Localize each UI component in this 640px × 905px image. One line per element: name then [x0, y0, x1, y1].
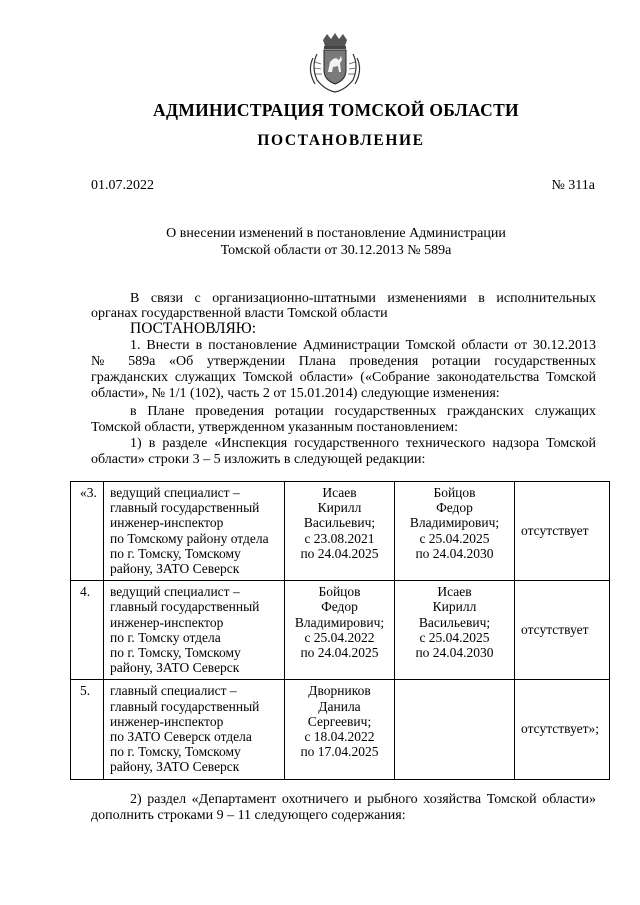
current-holder-cell: [285, 680, 395, 779]
tomsk-coat-of-arms-icon: [303, 32, 367, 94]
document-type: ПОСТАНОВЛЕНИЕ: [257, 132, 425, 149]
paragraph-line: № 589а «Об утверждении Плана проведения ротации государственных: [91, 354, 596, 369]
row-number: 4.: [71, 581, 104, 680]
paragraph-line: 2) раздел «Департамент охотничего и рыбного хозяйства Томской области»: [130, 792, 596, 807]
rotation-table: [70, 481, 610, 780]
next-holder-cell: [395, 581, 515, 680]
paragraph-line: органах государственной власти Томской области: [91, 306, 388, 321]
paragraph-line: 1. Внести в постановление Администрации Томской области от 30.12.2013: [130, 338, 596, 353]
resolve-heading: ПОСТАНОВЛЯЮ:: [130, 320, 257, 337]
document-number: № 311а: [551, 178, 595, 193]
subject-line: Томской области от 30.12.2013 № 589а: [220, 243, 452, 258]
paragraph-line: области», № 1/1 (102), часть 2 от 15.01.2014) следующие изменения:: [91, 386, 500, 401]
paragraph-line: гражданских служащих Томской области» («Собрание законодательства Томской: [91, 370, 596, 385]
document-date: 01.07.2022: [91, 178, 154, 193]
next-holder-text: Бойцов Федор Владимирович; с 25.04.2025 по 24.04.2030: [409, 485, 500, 561]
next-holder-cell: [395, 680, 515, 779]
position-text: главный специалист – главный государственный инженер-инспектор по ЗАТО Северск отдела по г. Томску, Томскому району, ЗАТО Северск: [110, 683, 260, 775]
paragraph-line: В связи с организационно-штатными изменениями в исполнительных: [130, 291, 596, 306]
note-cell: отсутствует: [515, 482, 610, 581]
note-cell: отсутствует: [515, 581, 610, 680]
current-holder-cell: [285, 581, 395, 680]
position-cell: [104, 581, 285, 680]
paragraph-line: 1) в разделе «Инспекция государственного технического надзора Томской: [130, 436, 596, 451]
current-holder-text: Дворников Данила Сергеевич; с 18.04.2022 по 17.04.2025: [300, 683, 379, 760]
paragraph-line: Томской области, утвержденном указанным постановлением:: [91, 420, 459, 435]
next-holder-cell: [395, 482, 515, 581]
current-holder-text: Исаев Кирилл Васильевич; с 23.08.2021 по 24.04.2025: [300, 485, 379, 561]
position-text: ведущий специалист – главный государственный инженер-инспектор по г. Томску отдела по г. Томску, Томскому району, ЗАТО Северск: [110, 584, 260, 676]
row-number: «3.: [71, 482, 104, 581]
current-holder-cell: [285, 482, 395, 581]
paragraph-line: в Плане проведения ротации государственных гражданских служащих: [130, 404, 596, 419]
paragraph-line: области» строки 3 – 5 изложить в следующей редакции:: [91, 452, 426, 467]
table-row: [71, 482, 610, 581]
subject-line: О внесении изменений в постановление Администрации: [166, 226, 506, 241]
table-row: [71, 680, 610, 779]
document-subject: [150, 225, 522, 259]
position-cell: [104, 482, 285, 581]
current-holder-text: Бойцов Федор Владимирович; с 25.04.2022 по 24.04.2025: [294, 584, 385, 661]
row-number: 5.: [71, 680, 104, 779]
organization-title: АДМИНИСТРАЦИЯ ТОМСКОЙ ОБЛАСТИ: [153, 100, 519, 120]
position-text: ведущий специалист – главный государственный инженер-инспектор по Томскому району отдела по г. Томску, Томскому району, ЗАТО Северск: [110, 485, 269, 577]
note-cell: отсутствует»;: [515, 680, 610, 779]
table-row: [71, 581, 610, 680]
paragraph-line: дополнить строками 9 – 11 следующего содержания:: [91, 808, 406, 823]
position-cell: [104, 680, 285, 779]
next-holder-text: Исаев Кирилл Васильевич; с 25.04.2025 по 24.04.2030: [415, 584, 494, 661]
